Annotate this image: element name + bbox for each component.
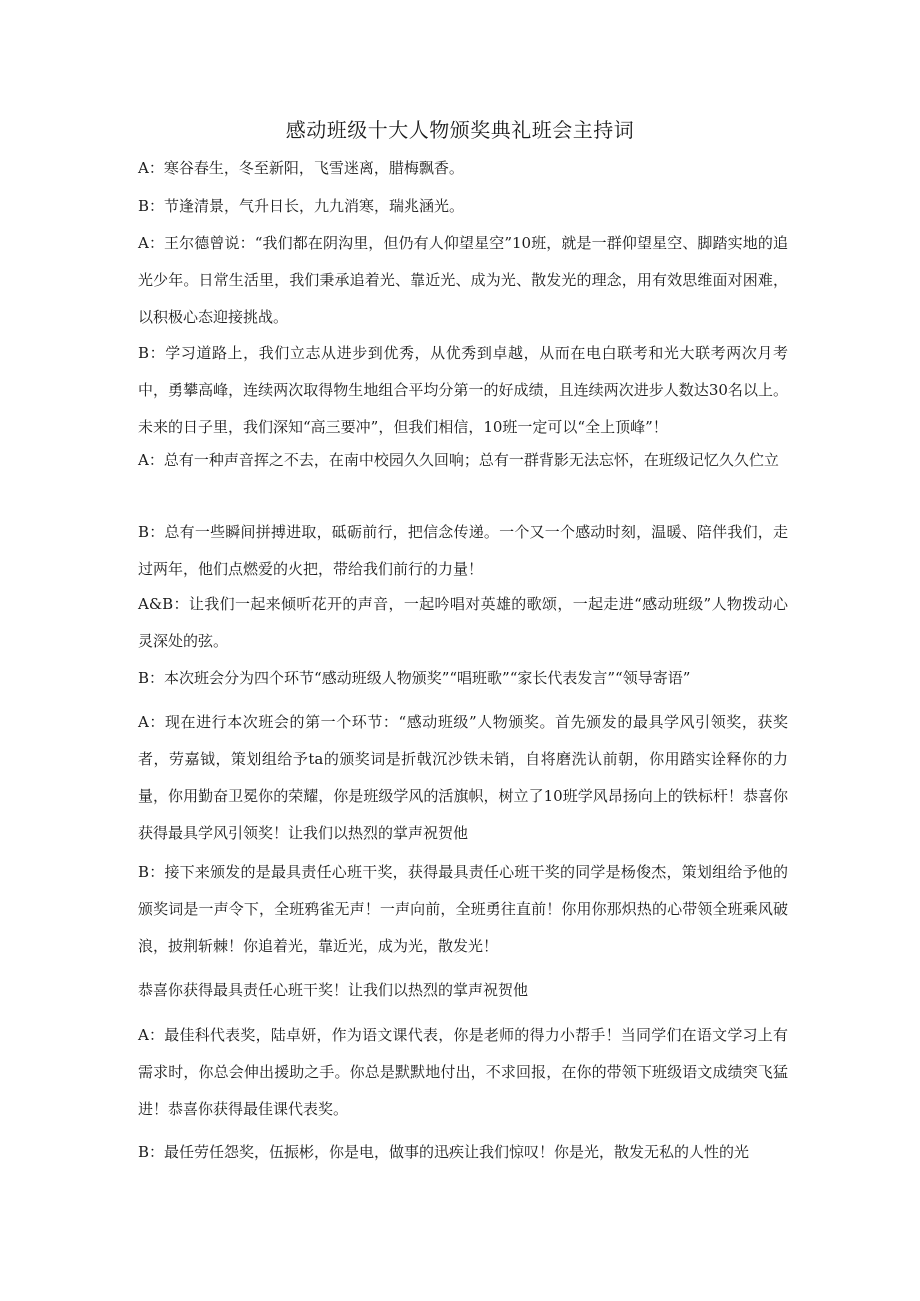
paragraph-congrats-leader: 恭喜你获得最具责任心班干奖！让我们以热烈的掌声祝贺他 xyxy=(138,981,529,999)
paragraph-award-rep: A：最佳科代表奖，陆卓妍，作为语文课代表，你是老师的得力小帮手！当同学们在语文学习上有需求时，你总会伸出援助之手。你总是默默地付出，不求回报，在你的带领下班级语文成绩突飞猛进！恭喜你获得最佳课代表奖。 xyxy=(138,1026,788,1118)
document-title: 感动班级十大人物颁奖典礼班会主持词 xyxy=(285,118,635,142)
paragraph-award-study: A：现在进行本次班会的第一个环节：“感动班级”人物颁奖。首先颁发的最具学风引领奖，获奖者，劳嘉钺，策划组给予ta的颁奖词是折戟沉沙铁未销，自将磨洗认前朝，你用踏实诠释你的力量，你用勤奋卫冕你的荣耀，你是班级学风的活旗帜，树立了10班学风昂扬向上的铁标杆！恭喜你获得最具学风引领奖！让我们以热烈的掌声祝贺他 xyxy=(138,713,788,842)
paragraph-moments: B：总有一些瞬间拼搏进取，砥砺前行，把信念传递。一个又一个感动时刻，温暖、陪伴我们，走过两年，他们点燃爱的火把，带给我们前行的力量！ xyxy=(138,523,788,578)
paragraph-wilde-quote: A：王尔德曾说：“我们都在阴沟里，但仍有人仰望星空”10班，就是一群仰望星空、脚踏实地的追光少年。日常生活里，我们秉承追着光、靠近光、成为光、散发光的理念，用有效思维面对困难，以积极心态迎接挑战。 xyxy=(138,234,788,326)
paragraph-opening-a1: A：寒谷春生，冬至新阳，飞雪迷离，腊梅飘香。 xyxy=(138,159,464,177)
paragraph-together: A&B：让我们一起来倾听花开的声音，一起吟唱对英雄的歌颂，一起走进“感动班级”人物拨动心灵深处的弦。 xyxy=(138,595,788,650)
paragraph-voices: A：总有一种声音挥之不去，在南中校园久久回响；总有一群背影无法忘怀，在班级记忆久久伫立 xyxy=(138,451,779,469)
paragraph-study-progress: B：学习道路上，我们立志从进步到优秀，从优秀到卓越，从而在电白联考和光大联考两次月考中，勇攀高峰，连续两次取得物生地组合平均分第一的好成绩，且连续两次进步人数达30名以上。未来的日子里，我们深知“高三要冲”，但我们相信，10班一定可以“全上顶峰”！ xyxy=(138,344,788,436)
paragraph-opening-b1: B：节逢清景，气升日长，九九消寒，瑞兆涵光。 xyxy=(138,197,465,215)
paragraph-award-leader: B：接下来颁发的是最具责任心班干奖，获得最具责任心班干奖的同学是杨俊杰，策划组给予他的颁奖词是一声令下，全班鸦雀无声！一声向前，全班勇往直前！你用你那炽热的心带领全班乘风破浪，披荆斩棘！你追着光，靠近光，成为光，散发光！ xyxy=(138,863,788,955)
paragraph-agenda: B：本次班会分为四个环节“感动班级人物颁奖”“唱班歌”“家长代表发言”“领导寄语” xyxy=(138,669,691,687)
paragraph-award-diligent: B：最任劳任怨奖，伍振彬，你是电，做事的迅疾让我们惊叹！你是光，散发无私的人性的光 xyxy=(138,1143,750,1161)
